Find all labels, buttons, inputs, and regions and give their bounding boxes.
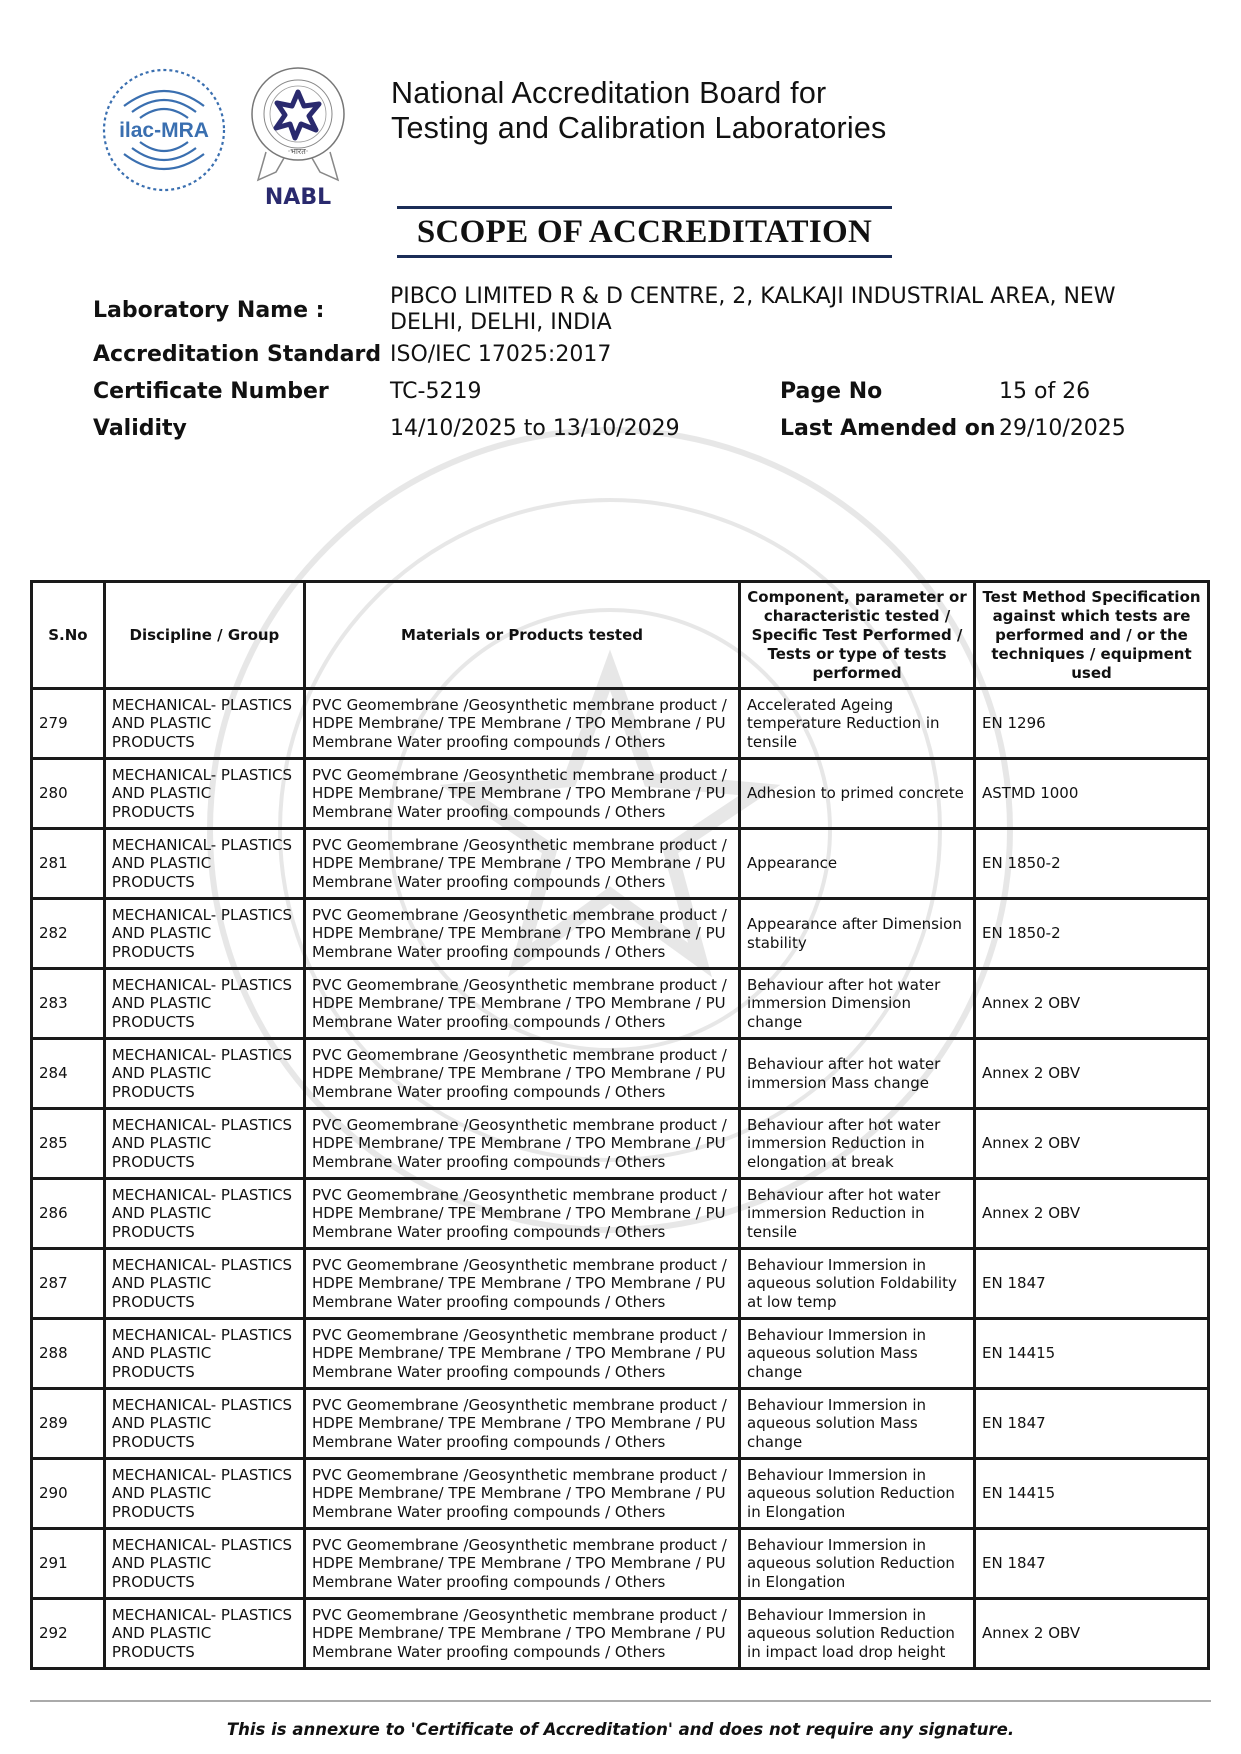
column-header-sno: S.No bbox=[32, 582, 105, 689]
page-number-label: Page No bbox=[780, 379, 883, 404]
organization-name bbox=[391, 76, 887, 146]
test-performed-cell: Behaviour Immersion in aqueous solution Reduction in impact load drop height bbox=[740, 1599, 975, 1669]
test-method-cell: EN 14415 bbox=[975, 1459, 1209, 1529]
table-row bbox=[32, 1039, 1209, 1109]
test-performed-cell: Adhesion to primed concrete bbox=[740, 759, 975, 829]
s-no-cell: 285 bbox=[32, 1109, 105, 1179]
discipline-cell: MECHANICAL- PLASTICS AND PLASTIC PRODUCTS bbox=[104, 1389, 304, 1459]
s-no-cell: 291 bbox=[32, 1529, 105, 1599]
test-method-cell: EN 14415 bbox=[975, 1319, 1209, 1389]
column-header-test-method: Test Method Specification against which tests are performed and / or the techniques / equipment used bbox=[975, 582, 1209, 689]
nabl-emblem-icon bbox=[248, 62, 348, 212]
test-performed-cell: Behaviour after hot water immersion Mass change bbox=[740, 1039, 975, 1109]
test-performed-cell: Behaviour after hot water immersion Dimension change bbox=[740, 969, 975, 1039]
test-performed-cell: Behaviour Immersion in aqueous solution Mass change bbox=[740, 1319, 975, 1389]
s-no-cell: 287 bbox=[32, 1249, 105, 1319]
discipline-cell: MECHANICAL- PLASTICS AND PLASTIC PRODUCTS bbox=[104, 1179, 304, 1249]
validity-row bbox=[93, 416, 1153, 453]
discipline-cell: MECHANICAL- PLASTICS AND PLASTIC PRODUCTS bbox=[104, 1319, 304, 1389]
s-no-cell: 292 bbox=[32, 1599, 105, 1669]
table-row bbox=[32, 1389, 1209, 1459]
table-row bbox=[32, 1529, 1209, 1599]
test-method-cell: EN 1296 bbox=[975, 689, 1209, 759]
table-row bbox=[32, 1319, 1209, 1389]
materials-cell: PVC Geomembrane /Geosynthetic membrane product / HDPE Membrane/ TPE Membrane / TPO Membrane / PU Membrane Water proofing compounds / Others bbox=[305, 759, 740, 829]
last-amended-value: 29/10/2025 bbox=[999, 416, 1126, 441]
test-method-cell: Annex 2 OBV bbox=[975, 1599, 1209, 1669]
s-no-cell: 290 bbox=[32, 1459, 105, 1529]
test-method-cell: EN 1850-2 bbox=[975, 829, 1209, 899]
test-performed-cell: Appearance bbox=[740, 829, 975, 899]
test-performed-cell: Appearance after Dimension stability bbox=[740, 899, 975, 969]
certificate-number-value: TC-5219 bbox=[390, 379, 482, 404]
materials-cell: PVC Geomembrane /Geosynthetic membrane product / HDPE Membrane/ TPE Membrane / TPO Membrane / PU Membrane Water proofing compounds / Others bbox=[305, 1249, 740, 1319]
table-row bbox=[32, 899, 1209, 969]
table-header-row bbox=[32, 582, 1209, 689]
discipline-cell: MECHANICAL- PLASTICS AND PLASTIC PRODUCTS bbox=[104, 899, 304, 969]
materials-cell: PVC Geomembrane /Geosynthetic membrane product / HDPE Membrane/ TPE Membrane / TPO Membrane / PU Membrane Water proofing compounds / Others bbox=[305, 899, 740, 969]
discipline-cell: MECHANICAL- PLASTICS AND PLASTIC PRODUCTS bbox=[104, 1039, 304, 1109]
discipline-cell: MECHANICAL- PLASTICS AND PLASTIC PRODUCTS bbox=[104, 1529, 304, 1599]
materials-cell: PVC Geomembrane /Geosynthetic membrane product / HDPE Membrane/ TPE Membrane / TPO Membrane / PU Membrane Water proofing compounds / Others bbox=[305, 1179, 740, 1249]
test-performed-cell: Behaviour after hot water immersion Reduction in tensile bbox=[740, 1179, 975, 1249]
table-row bbox=[32, 1179, 1209, 1249]
s-no-cell: 280 bbox=[32, 759, 105, 829]
materials-cell: PVC Geomembrane /Geosynthetic membrane product / HDPE Membrane/ TPE Membrane / TPO Membrane / PU Membrane Water proofing compounds / Others bbox=[305, 689, 740, 759]
column-header-materials: Materials or Products tested bbox=[305, 582, 740, 689]
discipline-cell: MECHANICAL- PLASTICS AND PLASTIC PRODUCTS bbox=[104, 1109, 304, 1179]
column-header-discipline: Discipline / Group bbox=[104, 582, 304, 689]
materials-cell: PVC Geomembrane /Geosynthetic membrane product / HDPE Membrane/ TPE Membrane / TPO Membrane / PU Membrane Water proofing compounds / Others bbox=[305, 1039, 740, 1109]
table-body bbox=[32, 689, 1209, 1669]
s-no-cell: 282 bbox=[32, 899, 105, 969]
laboratory-info bbox=[93, 284, 1153, 453]
footer-divider bbox=[30, 1700, 1211, 1702]
accreditation-standard-label: Accreditation Standard bbox=[93, 342, 382, 367]
test-method-cell: EN 1847 bbox=[975, 1529, 1209, 1599]
footer-note: This is annexure to 'Certificate of Accreditation' and does not require any signature. bbox=[226, 1720, 1015, 1739]
s-no-cell: 281 bbox=[32, 829, 105, 899]
test-performed-cell: Behaviour Immersion in aqueous solution Mass change bbox=[740, 1389, 975, 1459]
nabl-logo-text: NABL bbox=[264, 185, 332, 210]
test-performed-cell: Behaviour Immersion in aqueous solution Reduction in Elongation bbox=[740, 1529, 975, 1599]
discipline-cell: MECHANICAL- PLASTICS AND PLASTIC PRODUCTS bbox=[104, 759, 304, 829]
test-performed-cell: Behaviour Immersion in aqueous solution Reduction in Elongation bbox=[740, 1459, 975, 1529]
discipline-cell: MECHANICAL- PLASTICS AND PLASTIC PRODUCTS bbox=[104, 829, 304, 899]
certificate-row bbox=[93, 379, 1153, 416]
table-row bbox=[32, 759, 1209, 829]
organization-name-line-2: Testing and Calibration Laboratories bbox=[391, 111, 887, 145]
table-row bbox=[32, 1249, 1209, 1319]
accreditation-standard-row bbox=[93, 342, 1153, 379]
s-no-cell: 283 bbox=[32, 969, 105, 1039]
validity-value: 14/10/2025 to 13/10/2029 bbox=[390, 416, 680, 441]
ilac-logo-text: ilac-MRA bbox=[119, 119, 209, 142]
discipline-cell: MECHANICAL- PLASTICS AND PLASTIC PRODUCTS bbox=[104, 689, 304, 759]
page-number-value: 15 of 26 bbox=[999, 379, 1091, 404]
materials-cell: PVC Geomembrane /Geosynthetic membrane product / HDPE Membrane/ TPE Membrane / TPO Membrane / PU Membrane Water proofing compounds / Others bbox=[305, 969, 740, 1039]
certificate-number-label: Certificate Number bbox=[93, 379, 329, 404]
validity-label: Validity bbox=[93, 416, 187, 441]
title-rule-bottom bbox=[397, 255, 892, 258]
table-row bbox=[32, 969, 1209, 1039]
test-performed-cell: Behaviour after hot water immersion Reduction in elongation at break bbox=[740, 1109, 975, 1179]
table-row bbox=[32, 689, 1209, 759]
accreditation-standard-value: ISO/IEC 17025:2017 bbox=[390, 342, 612, 367]
title-rule-top bbox=[397, 206, 892, 209]
test-method-cell: Annex 2 OBV bbox=[975, 1109, 1209, 1179]
test-method-cell: EN 1847 bbox=[975, 1249, 1209, 1319]
page-title: SCOPE OF ACCREDITATION bbox=[416, 214, 873, 250]
materials-cell: PVC Geomembrane /Geosynthetic membrane product / HDPE Membrane/ TPE Membrane / TPO Membrane / PU Membrane Water proofing compounds / Others bbox=[305, 829, 740, 899]
materials-cell: PVC Geomembrane /Geosynthetic membrane product / HDPE Membrane/ TPE Membrane / TPO Membrane / PU Membrane Water proofing compounds / Others bbox=[305, 1459, 740, 1529]
s-no-cell: 284 bbox=[32, 1039, 105, 1109]
test-performed-cell: Accelerated Ageing temperature Reduction in tensile bbox=[740, 689, 975, 759]
ilac-mra-logo-icon bbox=[100, 66, 228, 194]
scope-table bbox=[30, 580, 1210, 1670]
laboratory-name-value: PIBCO LIMITED R & D CENTRE, 2, KALKAJI INDUSTRIAL AREA, NEW DELHI, DELHI, INDIA bbox=[390, 284, 1116, 335]
nabl-emblem-subtext: ·भारत· bbox=[287, 147, 309, 156]
test-performed-cell: Behaviour Immersion in aqueous solution Foldability at low temp bbox=[740, 1249, 975, 1319]
discipline-cell: MECHANICAL- PLASTICS AND PLASTIC PRODUCTS bbox=[104, 1599, 304, 1669]
materials-cell: PVC Geomembrane /Geosynthetic membrane product / HDPE Membrane/ TPE Membrane / TPO Membrane / PU Membrane Water proofing compounds / Others bbox=[305, 1529, 740, 1599]
laboratory-name-row bbox=[93, 284, 1153, 342]
s-no-cell: 279 bbox=[32, 689, 105, 759]
laboratory-name-label: Laboratory Name : bbox=[93, 298, 325, 323]
materials-cell: PVC Geomembrane /Geosynthetic membrane product / HDPE Membrane/ TPE Membrane / TPO Membrane / PU Membrane Water proofing compounds / Others bbox=[305, 1319, 740, 1389]
test-method-cell: Annex 2 OBV bbox=[975, 1179, 1209, 1249]
organization-name-line-1: National Accreditation Board for bbox=[391, 76, 827, 110]
header-logos bbox=[100, 62, 360, 212]
s-no-cell: 289 bbox=[32, 1389, 105, 1459]
column-header-test-performed: Component, parameter or characteristic tested / Specific Test Performed / Tests or type of tests performed bbox=[740, 582, 975, 689]
discipline-cell: MECHANICAL- PLASTICS AND PLASTIC PRODUCTS bbox=[104, 1459, 304, 1529]
test-method-cell: Annex 2 OBV bbox=[975, 969, 1209, 1039]
last-amended-label: Last Amended on bbox=[780, 416, 996, 441]
s-no-cell: 288 bbox=[32, 1319, 105, 1389]
test-method-cell: EN 1847 bbox=[975, 1389, 1209, 1459]
materials-cell: PVC Geomembrane /Geosynthetic membrane product / HDPE Membrane/ TPE Membrane / TPO Membrane / PU Membrane Water proofing compounds / Others bbox=[305, 1109, 740, 1179]
materials-cell: PVC Geomembrane /Geosynthetic membrane product / HDPE Membrane/ TPE Membrane / TPO Membrane / PU Membrane Water proofing compounds / Others bbox=[305, 1599, 740, 1669]
table-row bbox=[32, 1459, 1209, 1529]
s-no-cell: 286 bbox=[32, 1179, 105, 1249]
test-method-cell: EN 1850-2 bbox=[975, 899, 1209, 969]
materials-cell: PVC Geomembrane /Geosynthetic membrane product / HDPE Membrane/ TPE Membrane / TPO Membrane / PU Membrane Water proofing compounds / Others bbox=[305, 1389, 740, 1459]
test-method-cell: ASTMD 1000 bbox=[975, 759, 1209, 829]
table-row bbox=[32, 1599, 1209, 1669]
discipline-cell: MECHANICAL- PLASTICS AND PLASTIC PRODUCTS bbox=[104, 1249, 304, 1319]
discipline-cell: MECHANICAL- PLASTICS AND PLASTIC PRODUCTS bbox=[104, 969, 304, 1039]
table-row bbox=[32, 1109, 1209, 1179]
table-row bbox=[32, 829, 1209, 899]
test-method-cell: Annex 2 OBV bbox=[975, 1039, 1209, 1109]
